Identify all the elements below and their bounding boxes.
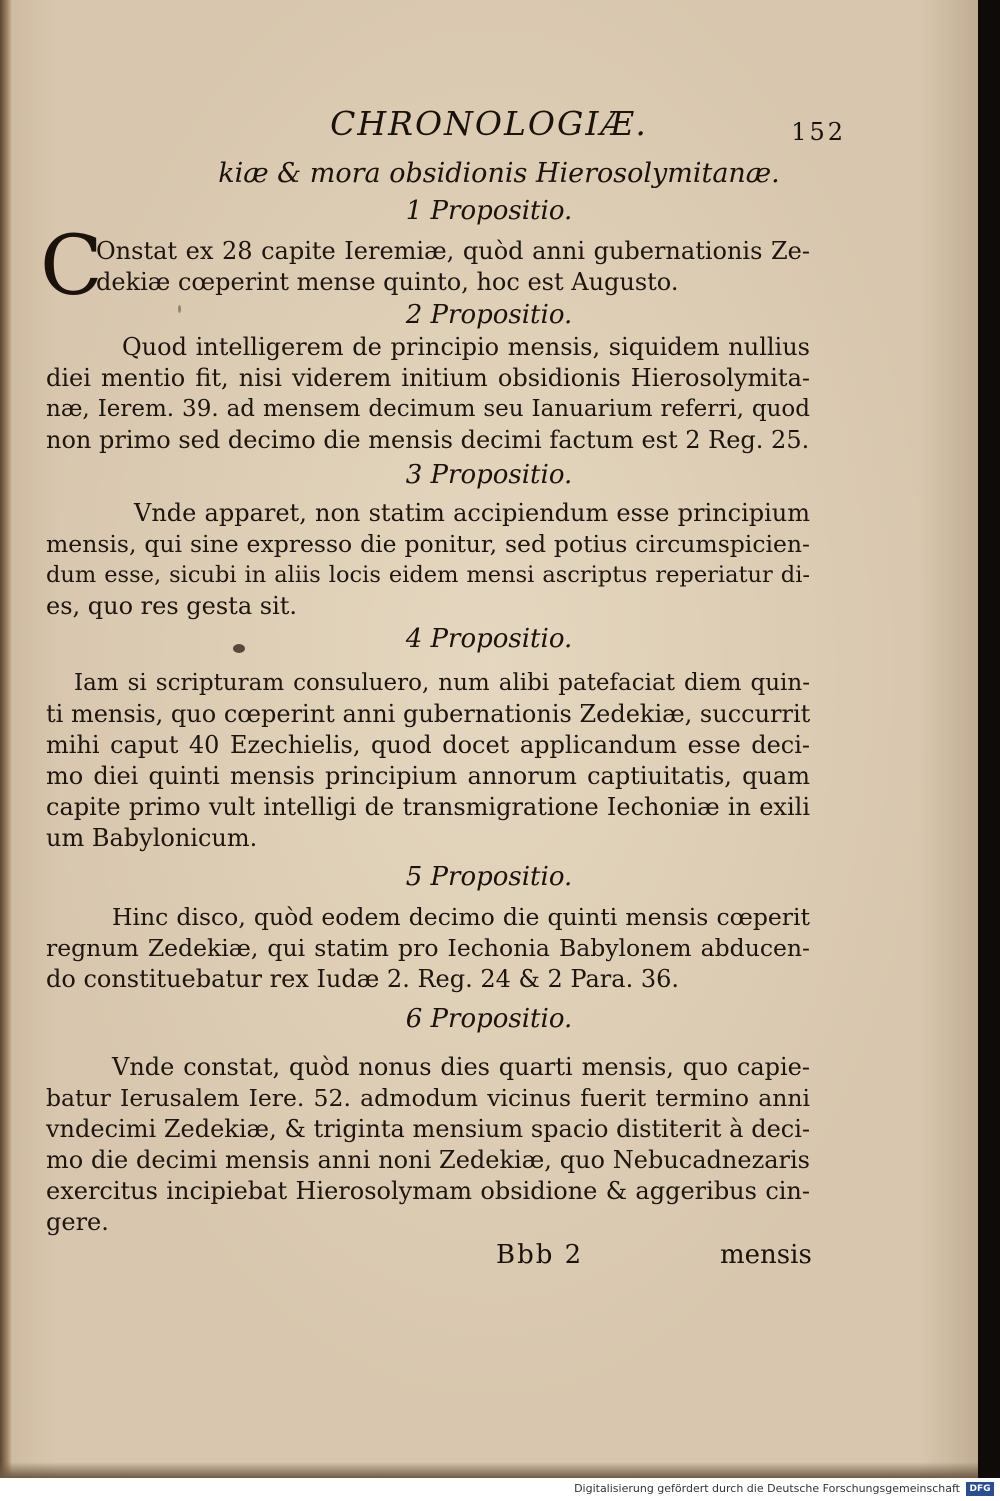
text-line: batur Ierusalem Iere. 52. admodum vicinus fuerit termino anni — [46, 1084, 810, 1112]
proposition-2-heading: 2 Propositio. — [405, 300, 573, 330]
signature-mark: Bbb 2 — [496, 1240, 584, 1270]
text-line: dekiæ cœperint mense quinto, hoc est Augusto. — [96, 268, 679, 296]
proposition-5-text — [46, 902, 810, 995]
ink-stain — [233, 644, 245, 653]
text-line: næ, Ierem. 39. ad mensem decimum seu Ianuarium referri, quod — [46, 396, 810, 422]
text-line: es, quo res gesta sit. — [46, 592, 298, 620]
proposition-3-heading: 3 Propositio. — [405, 460, 573, 490]
proposition-2-text — [46, 332, 810, 456]
text-line: mo die decimi mensis anni noni Zedekiæ, quo Nebucadnezaris — [46, 1146, 810, 1174]
proposition-4-text — [46, 668, 810, 854]
text-line: mensis, qui sine expresso die ponitur, sed potius circumspicien- — [46, 530, 810, 558]
text-line: Onstat ex 28 capite Ieremiæ, quòd anni gubernationis Ze- — [96, 237, 810, 265]
text-line: regnum Zedekiæ, qui statim pro Iechonia Babylonem abducen- — [46, 934, 810, 962]
page-bottom-shadow — [0, 1462, 978, 1478]
text-line: mo diei quinti mensis principium annorum captiuitatis, quam — [46, 762, 810, 790]
text-line: diei mentio fit, nisi viderem initium obsidionis Hierosolymita- — [46, 364, 810, 392]
drop-capital: C — [40, 219, 103, 314]
page-number: 152 — [791, 118, 846, 146]
proposition-1-text — [96, 236, 810, 298]
proposition-6-heading: 6 Propositio. — [405, 1004, 573, 1034]
text-line: Quod intelligerem de principio mensis, siquidem nullius — [122, 333, 810, 361]
digitization-footer — [0, 1478, 1000, 1501]
text-line: Iam si scripturam consuluero, num alibi patefaciat diem quin- — [74, 670, 810, 696]
page-footer-marks — [0, 1240, 978, 1280]
ink-speck — [178, 305, 181, 313]
text-line: non primo sed decimo die mensis decimi factum est 2 Reg. 25. — [46, 426, 810, 454]
funding-credit: Digitalisierung gefördert durch die Deutsche Forschungsgemeinschaft — [574, 1482, 960, 1495]
text-line: mihi caput 40 Ezechielis, quod docet applicandum esse deci- — [46, 731, 810, 759]
proposition-4-heading: 4 Propositio. — [405, 624, 573, 654]
text-line: um Babylonicum. — [46, 824, 258, 852]
text-line: ti mensis, quo cœperint anni gubernationis Zedekiæ, succurrit — [46, 700, 811, 728]
proposition-6-text — [46, 1052, 810, 1238]
text-line: Hinc disco, quòd eodem decimo die quinti mensis cœperit — [112, 903, 810, 931]
text-line: do constituebatur rex Iudæ 2. Reg. 24 & 2 Para. 36. — [46, 965, 679, 993]
proposition-1-heading: 1 Propositio. — [405, 196, 573, 226]
dfg-logo-icon: DFG — [966, 1482, 994, 1496]
text-line: exercitus incipiebat Hierosolymam obsidione & aggeribus cin- — [46, 1177, 810, 1205]
text-line: capite primo vult intelligi de transmigratione Iechoniæ in exili — [46, 793, 810, 821]
running-head: CHRONOLOGIÆ. — [330, 104, 648, 143]
text-line: dum esse, sicubi in aliis locis eidem mensi ascriptus reperiatur di- — [46, 562, 810, 588]
proposition-5-heading: 5 Propositio. — [405, 862, 573, 892]
text-line: gere. — [46, 1208, 109, 1236]
text-line: vndecimi Zedekiæ, & triginta mensium spacio distiterit à deci- — [46, 1115, 810, 1143]
text-line: Vnde apparet, non statim accipiendum esse principium — [134, 499, 810, 527]
proposition-3-text — [46, 498, 810, 622]
text-line: Vnde constat, quòd nonus dies quarti mensis, quo capie- — [112, 1053, 810, 1081]
section-subtitle: kiæ & mora obsidionis Hierosolymitanæ. — [218, 158, 780, 189]
catchword: mensis — [720, 1240, 812, 1270]
